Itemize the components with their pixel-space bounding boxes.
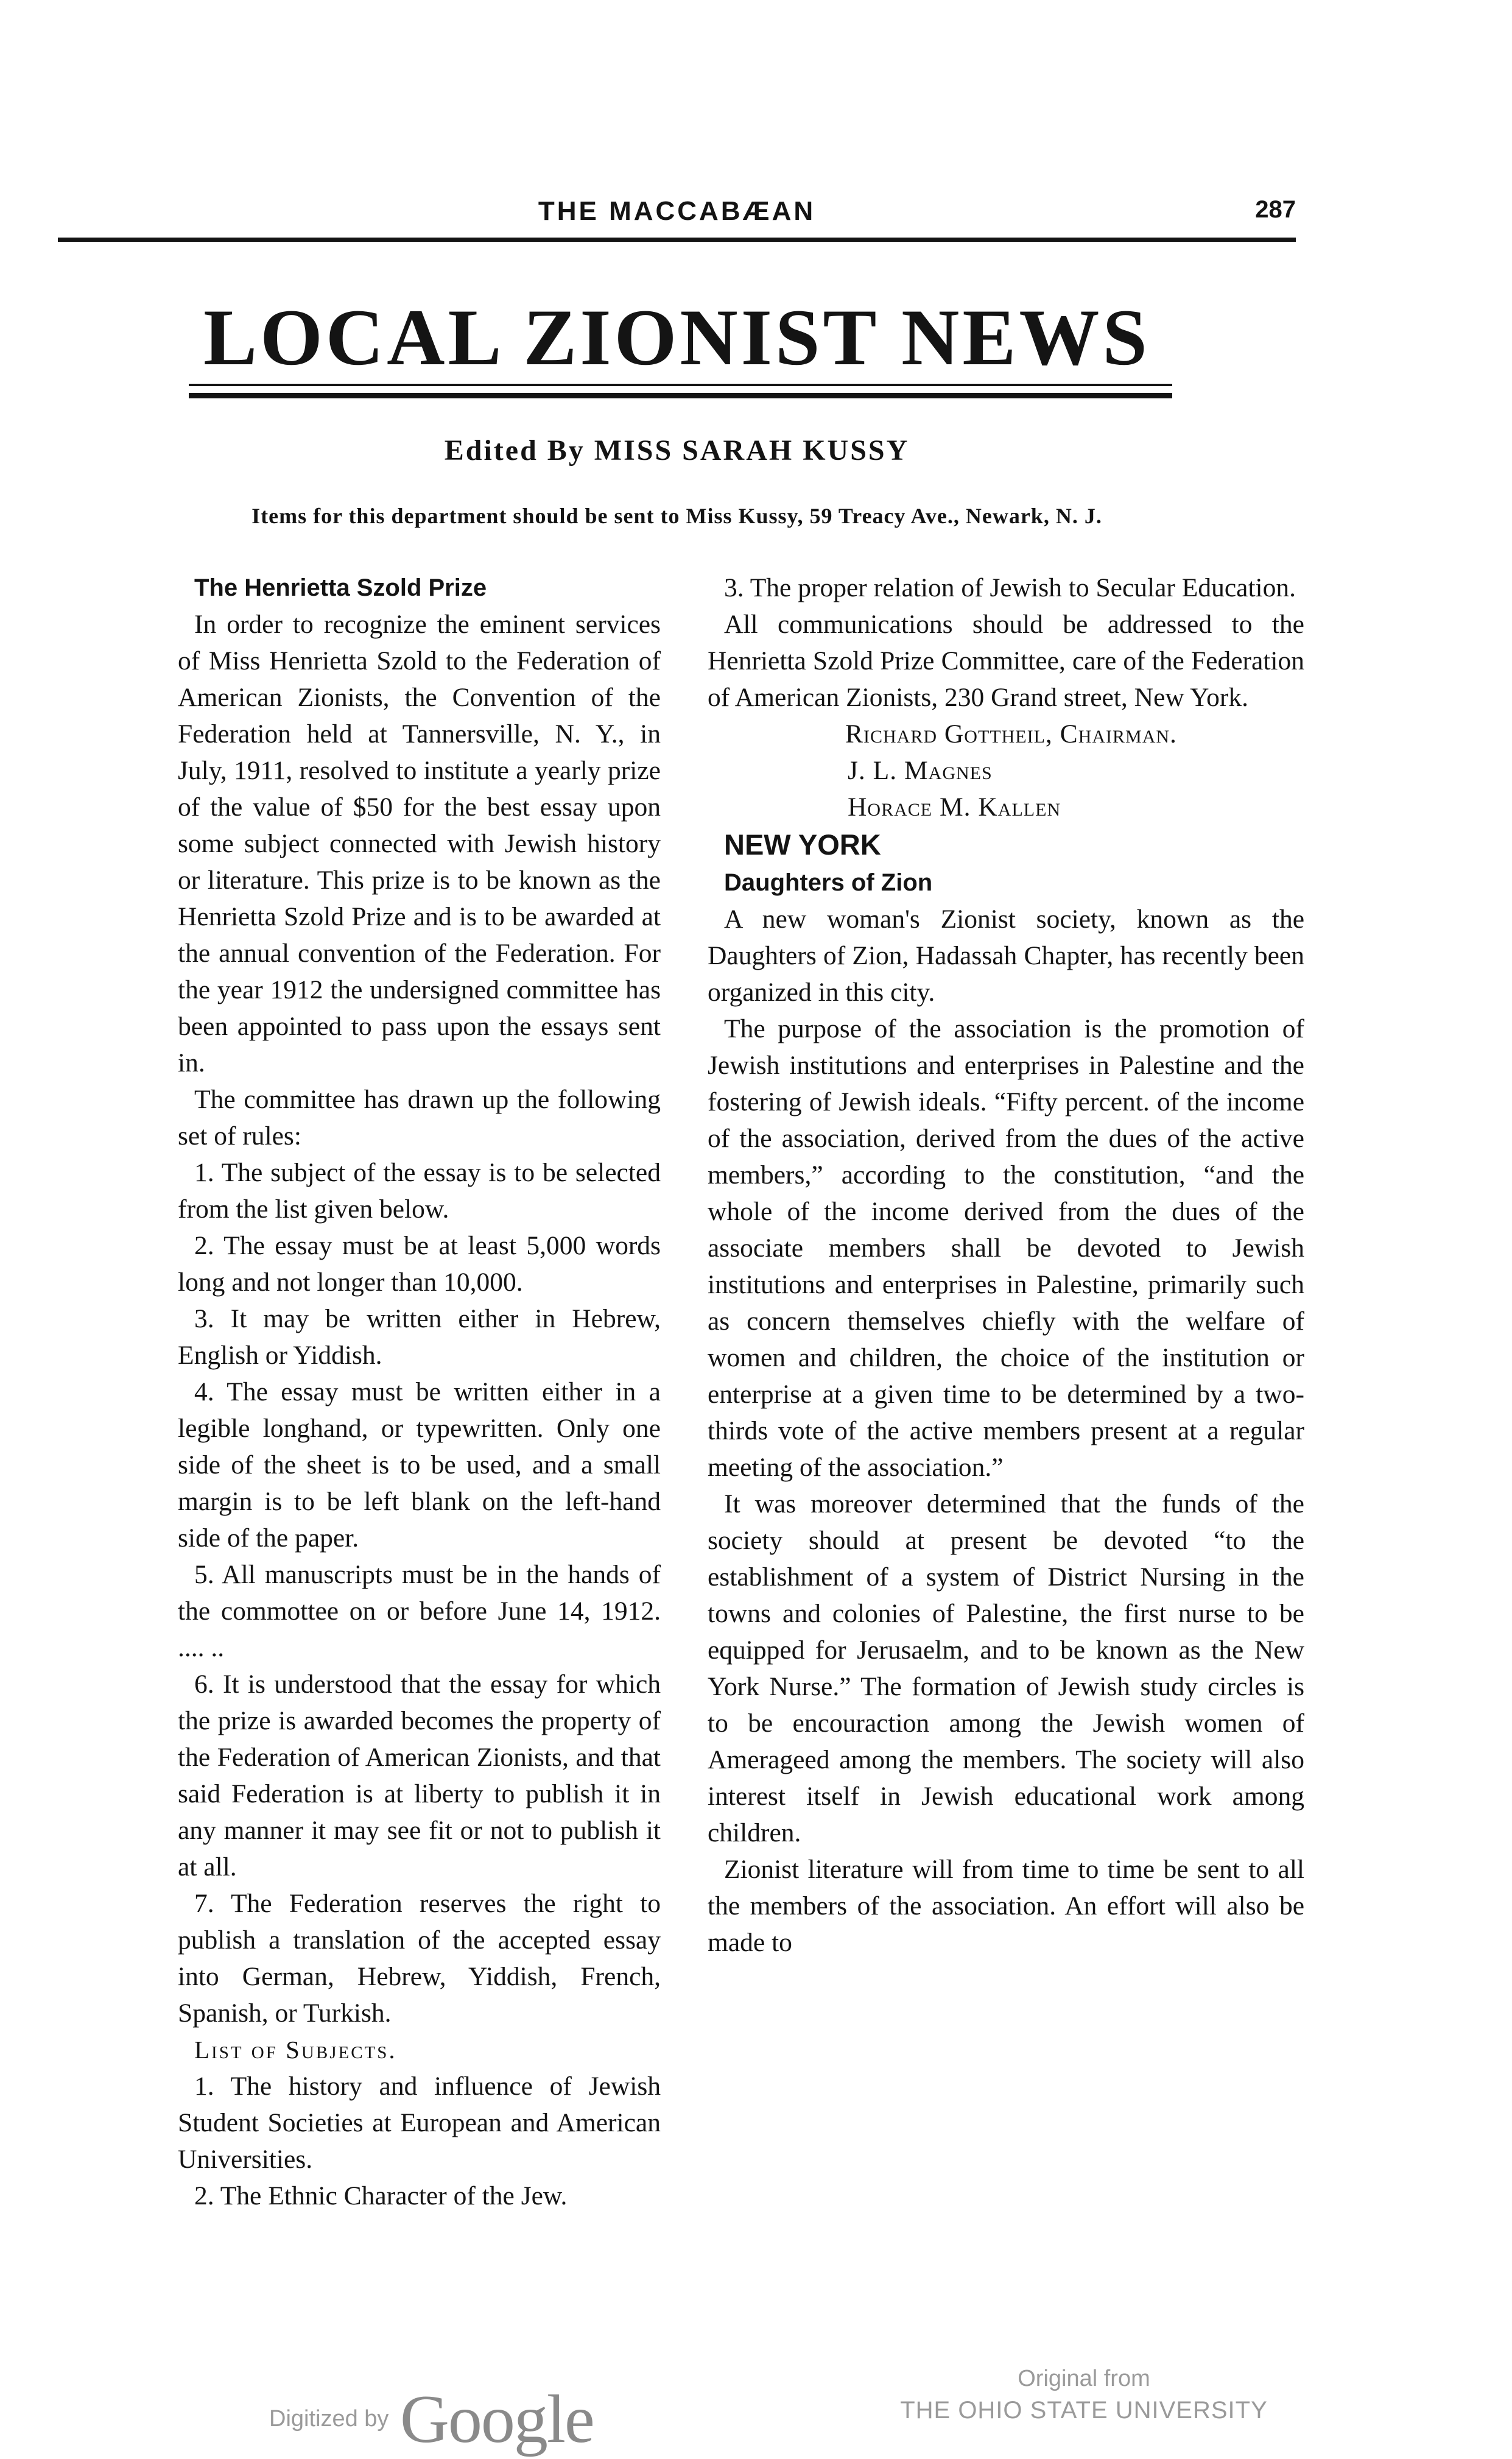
article-heading: The Henrietta Szold Prize <box>194 574 487 601</box>
rule-item: 3. The proper relation of Jewish to Secular Education. <box>724 573 1296 602</box>
running-head <box>58 196 1296 239</box>
page-number: 287 <box>1255 196 1296 223</box>
source-label: Original from <box>1018 2366 1150 2391</box>
google-logo: Google <box>399 2382 594 2457</box>
digitized-label: Digitized by <box>269 2405 389 2432</box>
rule-item: 6. It is understood that the essay for which the prize is awarded becomes the property of the Federation of American Zionists, and that said Federation is at liberty to publish it in any manner it may see fit or not to publish it at all. <box>178 1670 661 1882</box>
editor-credit: Edited By MISS SARAH KUSSY <box>444 434 910 467</box>
rule-item: 7. The Federation reserves the right to publish a translation of the accepted essay into German, Hebrew, Yiddish, French, Spanish, or Turkish. <box>178 1889 661 2028</box>
organization-heading: Daughters of Zion <box>724 869 933 896</box>
section-title: LOCAL ZIONIST NEWS <box>203 292 1150 382</box>
digitized-watermark <box>269 2380 594 2459</box>
body-paragraph: Zionist literature will from time to time be sent to all the members of the association. An effort will also be made to <box>708 1855 1304 1957</box>
body-paragraph: In order to recognize the eminent services of Miss Henrietta Szold to the Federation of American Zionists, the Convention of the Federation held at Tannersville, N. Y., in July, 1911, resolved to institute a yearly prize of the value of $50 for the best essay upon some subject connected with Jewish history or literature. This prize is to be known as the Henrietta Szold Prize and is to be awarded at the annual convention of the Federation. For the year 1912 the undersigned committee has been appointed to pass upon the essays sent in. <box>178 610 661 1078</box>
signature: J. L. Magnes <box>848 756 993 785</box>
left-column <box>178 570 661 2214</box>
body-paragraph: All communications should be addressed to the Henrietta Szold Prize Committee, care of the Federation of American Zionists, 230 Grand street, New York. <box>708 610 1304 712</box>
signature: Richard Gottheil, Chairman. <box>845 719 1177 749</box>
source-watermark <box>871 2363 1297 2427</box>
rule-item: 1. The subject of the essay is to be selected from the list given below. <box>178 1158 661 1224</box>
submission-notice: Items for this department should be sent to Miss Kussy, 59 Treacy Ave., Newark, N. J. <box>251 504 1102 528</box>
body-paragraph: The committee has drawn up the following set of rules: <box>178 1085 661 1151</box>
committee-signatures <box>708 716 1304 825</box>
subject-item: 2. The Ethnic Character of the Jew. <box>194 2181 568 2210</box>
rule-item: 3. It may be written either in Hebrew, English or Yiddish. <box>178 1304 661 1370</box>
body-paragraph: A new woman's Zionist society, known as the Daughters of Zion, Hadassah Chapter, has recently been organized in this city. <box>708 905 1304 1007</box>
title-rule-thin <box>189 384 1172 386</box>
running-title: THE MACCABÆAN <box>538 196 816 226</box>
body-paragraph: It was moreover determined that the funds of the society should at present be devoted “to the establishment of a system of District Nursing in the towns and colonies of Palestine, the first nurse to be equipped for Jerusaelm, and to be known as the New York Nurse.” The formation of Jewish study circles is to be encouraction among the Jewish women of Amerageed among the members. The society will also interest itself in Jewish educational work among children. <box>708 1489 1304 1847</box>
source-institution: THE OHIO STATE UNIVERSITY <box>900 2397 1268 2424</box>
title-rule-thick <box>189 393 1172 398</box>
rule-item: 5. All manuscripts must be in the hands of the commottee on or before June 14, 1912. .... .. <box>178 1560 661 1662</box>
header-rule <box>58 238 1296 242</box>
subject-item: 1. The history and influence of Jewish Student Societies at European and American Universities. <box>178 2072 661 2174</box>
city-heading: NEW YORK <box>724 828 881 861</box>
subject-list-heading: List of Subjects. <box>194 2036 397 2064</box>
body-paragraph: The purpose of the association is the promotion of Jewish institutions and enterprises in Palestine and the fostering of Jewish ideals. “Fifty percent. of the income of the association, derived from the dues of the active members,” according to the constitution, “and the whole of the income derived from the dues of the associate members shall be devoted to Jewish institutions and enterprises in Palestine, primarily such as concern themselves chiefly with the welfare of women and children, the choice of the institution or enterprise at a given time to be determined by a two-thirds vote of the active members present at a regular meeting of the association.” <box>708 1014 1304 1482</box>
rule-item: 4. The essay must be written either in a legible longhand, or typewritten. Only one side of the sheet is to be used, and a small margin is to be left blank on the left-hand side of the paper. <box>178 1377 661 1553</box>
right-column <box>708 570 1304 1961</box>
signature: Horace M. Kallen <box>848 792 1061 822</box>
rule-item: 2. The essay must be at least 5,000 words long and not longer than 10,000. <box>178 1231 661 1297</box>
